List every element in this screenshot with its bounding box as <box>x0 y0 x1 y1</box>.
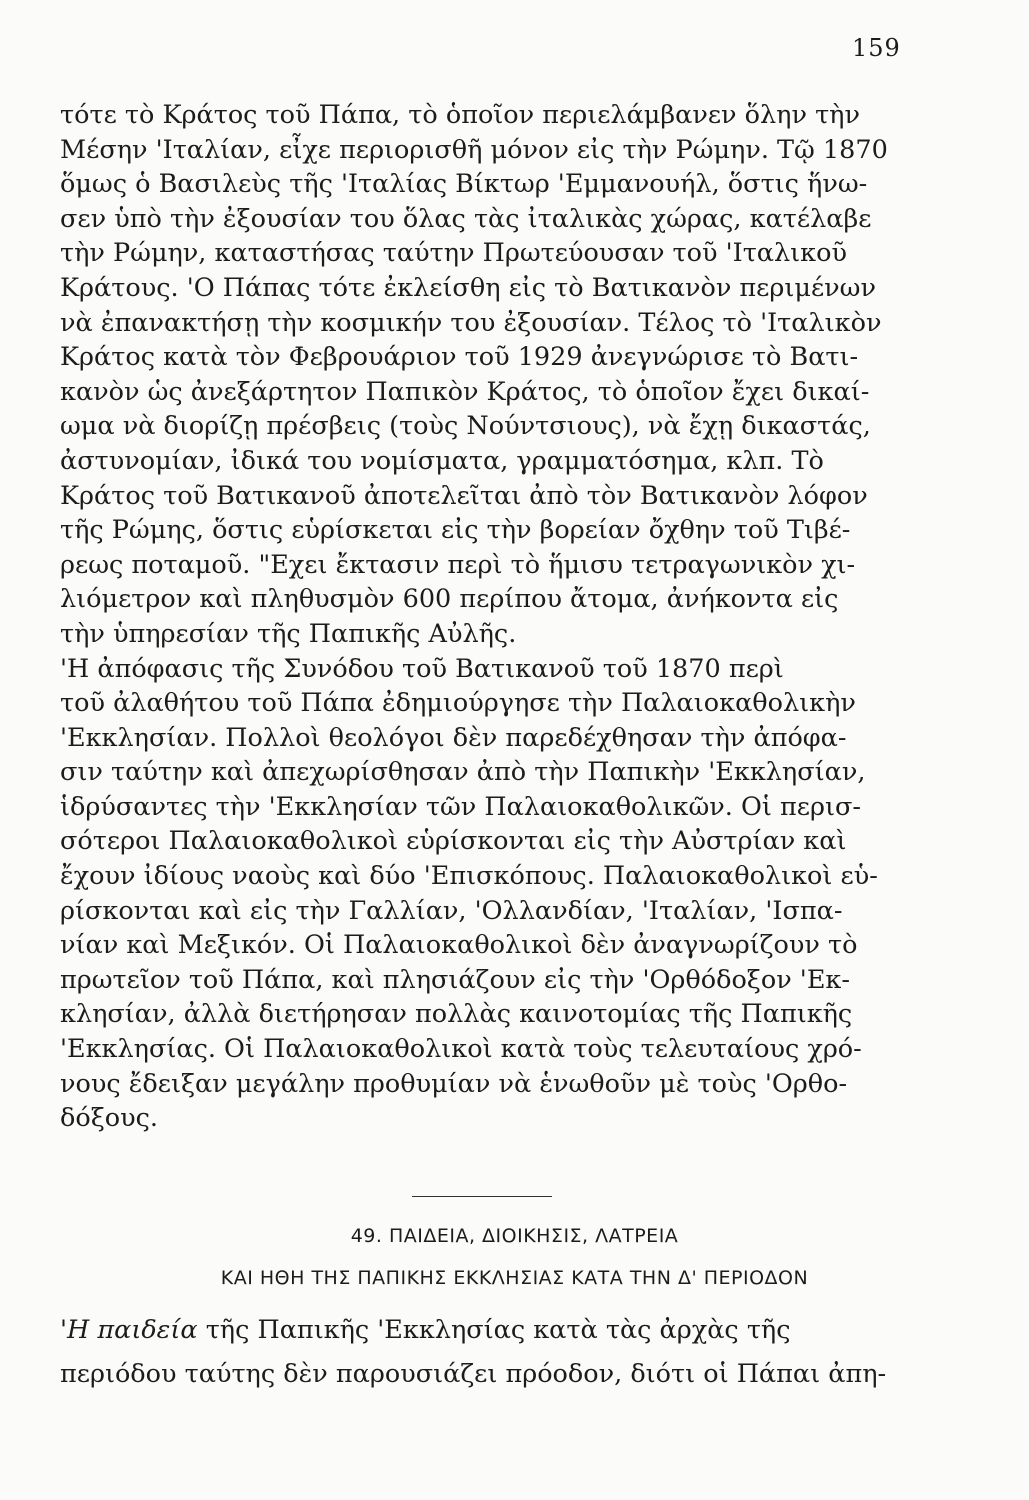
text-line: νίαν καὶ Μεξικόν. Οἱ Παλαιοκαθολικοὶ δὲν ἀναγνωρίζουν τὸ <box>60 930 858 961</box>
text-line: τότε τὸ Κράτος τοῦ Πάπα, τὸ ὁποῖον περιελάμβανεν ὅλην τὴν <box>60 100 860 130</box>
section-text <box>60 1308 910 1396</box>
text-line: σότεροι Παλαιοκαθολικοὶ εὑρίσκονται εἰς τὴν Αὐστρίαν καὶ <box>60 826 847 857</box>
section-divider <box>412 1196 552 1197</box>
body-text <box>60 98 910 1136</box>
text-line: νους ἔδειξαν μεγάλην προθυμίαν νὰ ἑνωθοῦν μὲ τοὺς 'Ορθο- <box>60 1068 848 1099</box>
text-line: πρωτεῖον τοῦ Πάπα, καὶ πλησιάζουν εἰς τὴν 'Ορθόδοξον 'Εκ- <box>60 964 850 995</box>
text-line: τὴν Ρώμην, καταστήσας ταύτην Πρωτεύουσαν τοῦ 'Ιταλικοῦ <box>60 238 847 269</box>
section-line: περιόδου ταύτης δὲν παρουσιάζει πρόοδον, διότι οἱ Πάπαι ἀπη- <box>60 1359 887 1389</box>
text-line: δόξους. <box>60 1103 158 1134</box>
section-line-rest: τῆς Παπικῆς 'Εκκλησίας κατὰ τὰς ἀρχὰς τῆς <box>197 1315 791 1345</box>
text-line: ρίσκονται καὶ εἰς τὴν Γαλλίαν, 'Ολλανδίαν, 'Ιταλίαν, 'Ισπα- <box>60 895 843 926</box>
text-line: ὅμως ὁ Βασιλεὺς τῆς 'Ιταλίας Βίκτωρ 'Εμμανουήλ, ὅστις ἥνω- <box>60 169 868 200</box>
text-line: 'Εκκλησίαν. Πολλοὶ θεολόγοι δὲν παρεδέχθησαν τὴν ἀπόφα- <box>60 722 847 753</box>
lead-emphasis: 'Η παιδεία <box>60 1315 198 1345</box>
section-line <box>60 1308 910 1352</box>
section-heading: 49. ΠΑΙΔΕΙΑ, ΔΙΟΙΚΗΣΙΣ, ΛΑΤΡΕΙΑ <box>350 1225 679 1247</box>
text-line: νὰ ἐπανακτήσῃ τὴν κοσμικήν του ἐξουσίαν. Τέλος τὸ 'Ιταλικὸν <box>60 307 882 338</box>
text-line: 'Η ἀπόφασις τῆς Συνόδου τοῦ Βατικανοῦ τοῦ 1870 περὶ <box>60 653 784 684</box>
section-subheading: ΚΑΙ ΗΘΗ ΤΗΣ ΠΑΠΙΚΗΣ ΕΚΚΛΗΣΙΑΣ ΚΑΤΑ ΤΗΝ Δ' ΠΕΡΙΟΔΟΝ <box>220 1267 809 1289</box>
text-line: ρεως ποταμοῦ. "Εχει ἔκτασιν περὶ τὸ ἥμισυ τετραγωνικὸν χι- <box>60 549 856 580</box>
text-line: σιν ταύτην καὶ ἀπεχωρίσθησαν ἀπὸ τὴν Παπικὴν 'Εκκλησίαν, <box>60 757 866 788</box>
text-line: Κράτους. 'Ο Πάπας τότε ἐκλείσθη εἰς τὸ Βατικανὸν περιμένων <box>60 272 876 303</box>
text-line: ἱδρύσαντες τὴν 'Εκκλησίαν τῶν Παλαιοκαθολικῶν. Οἱ περισ- <box>60 791 861 822</box>
text-line: ωμα νὰ διορίζῃ πρέσβεις (τοὺς Νούντσιους), νὰ ἔχῃ δικαστάς, <box>60 411 871 442</box>
text-line: Μέσην 'Ιταλίαν, εἶχε περιορισθῆ μόνον εἰς τὴν Ρώμην. Τῷ 1870 <box>60 134 888 165</box>
page-number: 159 <box>852 34 901 62</box>
text-line: κλησίαν, ἀλλὰ διετήρησαν πολλὰς καινοτομίας τῆς Παπικῆς <box>60 999 853 1030</box>
text-line: τῆς Ρώμης, ὅστις εὑρίσκεται εἰς τὴν βορείαν ὄχθην τοῦ Τιβέ- <box>60 515 851 546</box>
text-line: ἔχουν ἰδίους ναοὺς καὶ δύο 'Επισκόπους. Παλαιοκαθολικοὶ εὑ- <box>60 861 878 892</box>
text-line: τὴν ὑπηρεσίαν τῆς Παπικῆς Αὐλῆς. <box>60 618 517 649</box>
text-line: κανὸν ὡς ἀνεξάρτητον Παπικὸν Κράτος, τὸ ὁποῖον ἔχει δικαί- <box>60 376 870 407</box>
text-line: τοῦ ἀλαθήτου τοῦ Πάπα ἐδημιούργησε τὴν Παλαιοκαθολικὴν <box>60 688 856 719</box>
text-line: λιόμετρον καὶ πληθυσμὸν 600 περίπου ἄτομα, ἀνήκοντα εἰς <box>60 584 839 615</box>
text-line: Κράτος κατὰ τὸν Φεβρουάριον τοῦ 1929 ἀνεγνώρισε τὸ Βατι- <box>60 342 859 373</box>
text-line: σεν ὑπὸ τὴν ἐξουσίαν του ὅλας τὰς ἰταλικὰς χώρας, κατέλαβε <box>60 203 872 234</box>
text-line: ἀστυνομίαν, ἰδικά του νομίσματα, γραμματόσημα, κλπ. Τὸ <box>60 445 824 476</box>
text-line: Κράτος τοῦ Βατικανοῦ ἀποτελεῖται ἀπὸ τὸν Βατικανὸν λόφον <box>60 480 868 511</box>
text-line: 'Εκκλησίας. Οἱ Παλαιοκαθολικοὶ κατὰ τοὺς τελευταίους χρό- <box>60 1034 862 1065</box>
